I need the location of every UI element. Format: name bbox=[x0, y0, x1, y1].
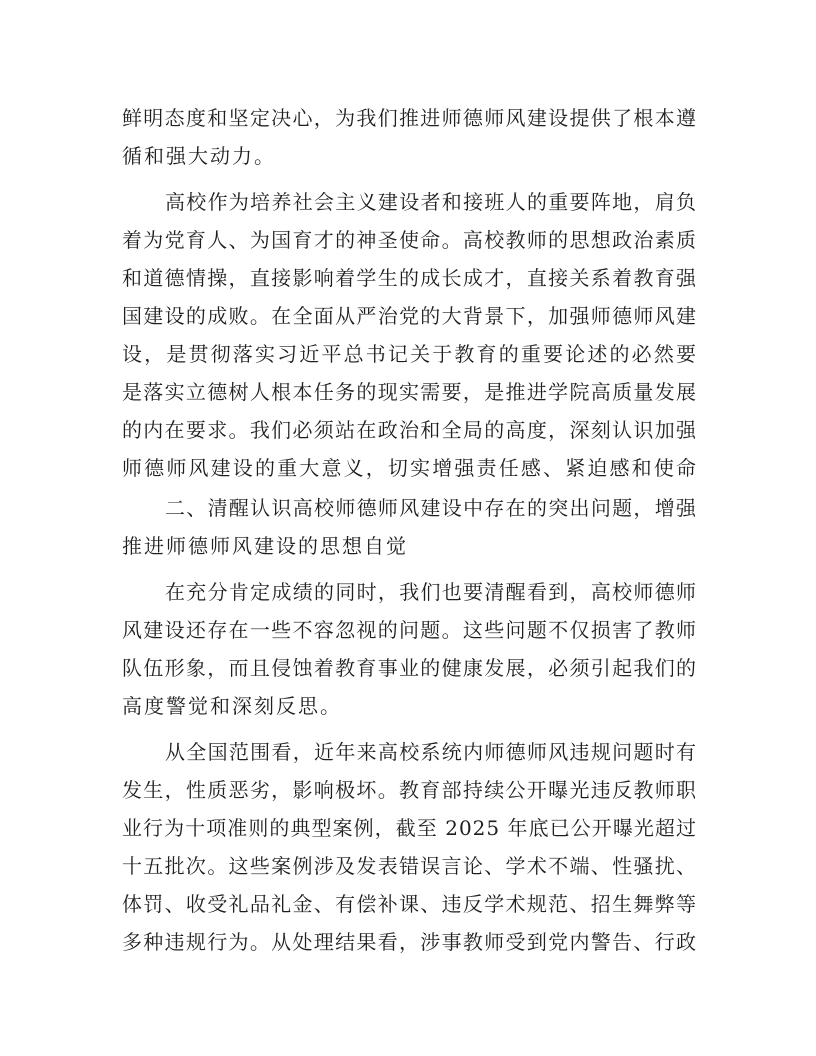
text-line: 设，是贯彻落实习近平总书记关于教育的重要论述的必然要 bbox=[122, 342, 697, 366]
text-line: 着为党育人、为国育才的神圣使命。高校教师的思想政治素质 bbox=[122, 228, 697, 252]
text-line: 队伍形象，而且侵蚀着教育事业的健康发展，必须引起我们的 bbox=[122, 656, 697, 680]
text-line: 是落实立德树人根本任务的现实需要，是推进学院高质量发展 bbox=[122, 380, 697, 404]
text-line: 多种违规行为。从处理结果看，涉事教师受到党内警告、行政 bbox=[122, 930, 697, 954]
text-line: 业行为十项准则的典型案例，截至 2025 年底已公开曝光超过 bbox=[122, 816, 697, 840]
text-line: 的内在要求。我们必须站在政治和全局的高度，深刻认识加强 bbox=[122, 418, 697, 442]
heading-line: 推进师德师风建设的思想自觉 bbox=[122, 534, 408, 558]
paragraph bbox=[122, 733, 697, 961]
text-line: 从全国范围看，近年来高校系统内师德师风违规问题时有 bbox=[165, 740, 697, 764]
text-line: 十五批次。这些案例涉及发表错误言论、学术不端、性骚扰、 bbox=[122, 854, 697, 878]
heading-line: 二、清醒认识高校师德师风建设中存在的突出问题，增强 bbox=[165, 496, 697, 520]
document-body bbox=[122, 99, 697, 961]
text-line: 高校作为培养社会主义建设者和接班人的重要阵地，肩负 bbox=[165, 190, 697, 214]
text-line: 国建设的成败。在全面从严治党的大背景下，加强师德师风建 bbox=[122, 304, 697, 328]
text-line: 在充分肯定成绩的同时，我们也要清醒看到，高校师德师 bbox=[165, 580, 697, 604]
text-line: 风建设还存在一些不容忽视的问题。这些问题不仅损害了教师 bbox=[122, 618, 697, 642]
paragraph bbox=[122, 573, 697, 725]
paragraph-continued bbox=[122, 99, 697, 175]
text-line: 师德师风建设的重大意义，切实增强责任感、紧迫感和使命 bbox=[122, 456, 697, 480]
text-line: 发生，性质恶劣，影响极坏。教育部持续公开曝光违反教师职 bbox=[122, 778, 697, 802]
text-line: 循和强大动力。 bbox=[122, 144, 276, 168]
text-line: 和道德情操，直接影响着学生的成长成才，直接关系着教育强 bbox=[122, 266, 697, 290]
text-line: 鲜明态度和坚定决心，为我们推进师德师风建设提供了根本遵 bbox=[122, 106, 697, 130]
section-heading bbox=[122, 489, 697, 565]
text-line: 体罚、收受礼品礼金、有偿补课、违反学术规范、招生舞弊等 bbox=[122, 892, 697, 916]
text-line: 高度警觉和深刻反思。 bbox=[122, 694, 342, 718]
paragraph bbox=[122, 183, 697, 487]
